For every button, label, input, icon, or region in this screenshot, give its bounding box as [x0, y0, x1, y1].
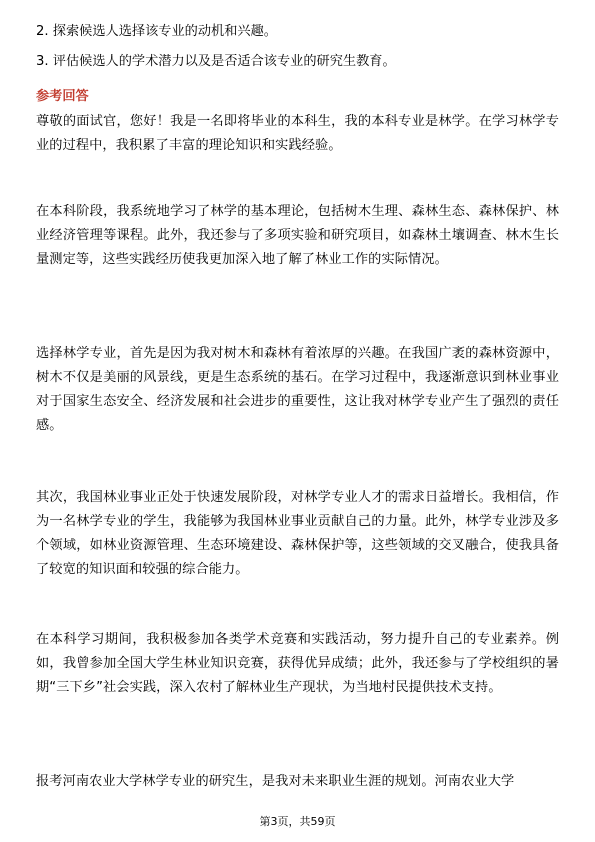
list-item-2: 2. 探索候选人选择该专业的动机和兴趣。 [36, 24, 277, 39]
paragraph-5 [36, 628, 559, 700]
paragraph-3 [36, 342, 559, 438]
paragraph-text: 报考河南农业大学林学专业的研究生，是我对未来职业生涯的规划。河南农业大学 [36, 774, 515, 789]
list-item-3: 3. 评估候选人的学术潜力以及是否适合该专业的研究生教育。 [36, 54, 396, 69]
paragraph-text: 其次，我国林业事业正处于快速发展阶段，对林学专业人才的需求日益增长。我相信，作为一名林学专业的学生，我能够为我国林业事业贡献自己的力量。此外，林学专业涉及多个领域，如林业资源管理、生态环境建设、森林保护等，这些领域的交叉融合，使我具备了较宽的知识面和较强的综合能力。 [36, 490, 559, 577]
paragraph-2 [36, 200, 559, 272]
paragraph-6 [36, 770, 559, 794]
paragraph-1 [36, 110, 559, 158]
section-heading-reference-answer: 参考回答 [36, 89, 89, 104]
paragraph-4 [36, 486, 559, 582]
page-number-footer: 第3页，共59页 [259, 815, 336, 828]
paragraph-text: 在本科阶段，我系统地学习了林学的基本理论，包括树木生理、森林生态、森林保护、林业经济管理等课程。此外，我还参与了多项实验和研究项目，如森林土壤调查、林木生长量测定等，这些实践经历使我更加深入地了解了林业工作的实际情况。 [36, 204, 559, 267]
paragraph-text: 选择林学专业，首先是因为我对树木和森林有着浓厚的兴趣。在我国广袤的森林资源中，树木不仅是美丽的风景线，更是生态系统的基石。在学习过程中，我逐渐意识到林业事业对于国家生态安全、经济发展和社会进步的重要性，这让我对林学专业产生了强烈的责任感。 [36, 346, 559, 433]
paragraph-text: 尊敬的面试官，您好！我是一名即将毕业的本科生，我的本科专业是林学。在学习林学专业的过程中，我积累了丰富的理论知识和实践经验。 [36, 114, 559, 153]
paragraph-text: 在本科学习期间，我积极参加各类学术竞赛和实践活动，努力提升自己的专业素养。例如，我曾参加全国大学生林业知识竞赛，获得优异成绩；此外，我还参与了学校组织的暑期“三下乡”社会实践，深入农村了解林业生产现状，为当地村民提供技术支持。 [36, 632, 559, 695]
